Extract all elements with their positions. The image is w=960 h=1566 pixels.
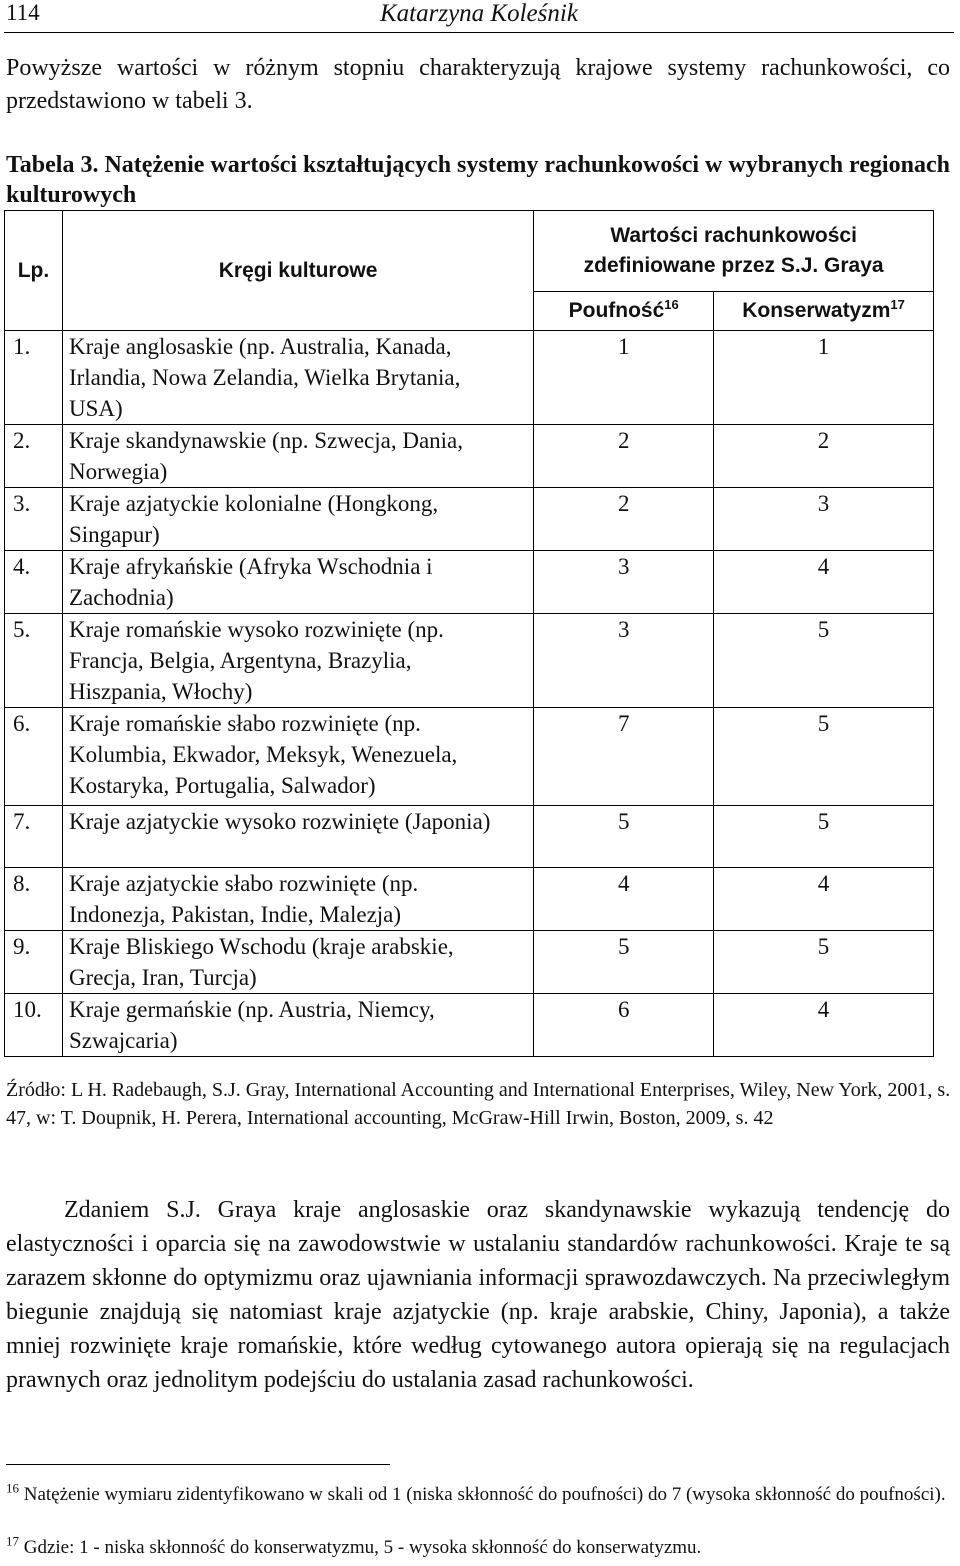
row-poufnosc-value: 2 xyxy=(534,425,714,488)
table-header-row xyxy=(5,211,934,292)
row-poufnosc-value: 4 xyxy=(534,868,714,931)
row-poufnosc-value: 2 xyxy=(534,488,714,551)
footnote-mark: 17 xyxy=(6,1533,19,1549)
row-culture-name: Kraje anglosaskie (np. Australia, Kanada, Irlandia, Nowa Zelandia, Wielka Brytania, USA) xyxy=(62,331,533,425)
row-culture-name: Kraje azjatyckie słabo rozwinięte (np. Indonezja, Pakistan, Indie, Malezja) xyxy=(62,868,533,931)
page-header xyxy=(0,0,960,36)
table-row xyxy=(5,868,934,931)
row-culture-name: Kraje romańskie słabo rozwinięte (np. Kolumbia, Ekwador, Meksyk, Wenezuela, Kostaryka, Portugalia, Salwador) xyxy=(62,708,533,806)
row-culture-name: Kraje romańskie wysoko rozwinięte (np. Francja, Belgia, Argentyna, Brazylia, Hiszpania, Włochy) xyxy=(62,614,533,708)
header-konserwatyzm: Konserwatyzm$^{17}$ xyxy=(714,292,934,331)
table-source: Źródło: L H. Radebaugh, S.J. Gray, International Accounting and International Enterprises, Wiley, New York, 2001, s. 47, w: T. Doupnik, H. Perera, International accounting, McGraw-Hill Irwin, Boston, 2009, s. 42 xyxy=(6,1079,951,1129)
running-head-author: Katarzyna Koleśnik xyxy=(380,0,578,27)
table-row xyxy=(5,931,934,994)
footnote-16 xyxy=(6,1481,950,1508)
row-poufnosc-value: 5 xyxy=(534,806,714,868)
culture-values-table xyxy=(4,210,934,1057)
row-poufnosc-value: 3 xyxy=(534,551,714,614)
footnote-17 xyxy=(6,1534,950,1561)
row-konserwatyzm-value: 5 xyxy=(714,806,934,868)
row-culture-name: Kraje azjatyckie kolonialne (Hongkong, Singapur) xyxy=(62,488,533,551)
row-konserwatyzm-value: 4 xyxy=(714,868,934,931)
row-number: 5. xyxy=(5,614,63,708)
row-number: 10. xyxy=(5,994,63,1057)
row-konserwatyzm-value: 5 xyxy=(714,708,934,806)
row-culture-name: Kraje afrykańskie (Afryka Wschodnia i Zachodnia) xyxy=(62,551,533,614)
body-paragraph: Zdaniem S.J. Graya kraje anglosaskie oraz skandynawskie wykazują tendencję do elastyczności i oparcia się na zawodowstwie w ustalaniu standardów rachunkowości. Kraje te są zarazem skłonne do optymizmu oraz ujawniania informacji sprawozdawczych. Na przeciwległym biegunie znajdują się natomiast kraje azjatyckie (np. kraje arabskie, Chiny, Japonia), a także mniej rozwinięte kraje romańskie, które według cytowanego autora opierają się na regulacjach prawnych oraz jednolitym podejściu do ustalania zasad rachunkowości. xyxy=(6,1197,950,1393)
header-rule xyxy=(4,32,954,33)
footnote-text: Natężenie wymiaru zidentyfikowano w skali od 1 (niska skłonność do poufności) do 7 (wysoka skłonność do poufności). xyxy=(23,1484,946,1505)
header-lp: Lp. xyxy=(5,211,63,331)
footnote-ref-16: 16 xyxy=(664,297,679,312)
row-konserwatyzm-value: 4 xyxy=(714,551,934,614)
footnote-text: Gdzie: 1 - niska skłonność do konserwatyzmu, 5 - wysoka skłonność do konserwatyzmu. xyxy=(23,1537,702,1558)
row-poufnosc-value: 3 xyxy=(534,614,714,708)
table-row xyxy=(5,551,934,614)
table-row xyxy=(5,331,934,425)
header-poufnosc: Poufność$^{16}$ xyxy=(534,292,714,331)
row-poufnosc-value: 1 xyxy=(534,331,714,425)
row-number: 6. xyxy=(5,708,63,806)
row-konserwatyzm-value: 2 xyxy=(714,425,934,488)
footnote-ref-17: 17 xyxy=(890,297,905,312)
row-culture-name: Kraje azjatyckie wysoko rozwinięte (Japonia) xyxy=(62,806,533,868)
row-number: 8. xyxy=(5,868,63,931)
header-kregi: Kręgi kulturowe xyxy=(62,211,533,331)
footnote-separator xyxy=(6,1464,390,1465)
row-konserwatyzm-value: 3 xyxy=(714,488,934,551)
row-poufnosc-value: 5 xyxy=(534,931,714,994)
table-row xyxy=(5,488,934,551)
row-konserwatyzm-value: 5 xyxy=(714,931,934,994)
row-poufnosc-value: 7 xyxy=(534,708,714,806)
row-number: 2. xyxy=(5,425,63,488)
row-culture-name: Kraje germańskie (np. Austria, Niemcy, Szwajcaria) xyxy=(62,994,533,1057)
row-number: 1. xyxy=(5,331,63,425)
row-number: 7. xyxy=(5,806,63,868)
row-culture-name: Kraje Bliskiego Wschodu (kraje arabskie, Grecja, Iran, Turcja) xyxy=(62,931,533,994)
header-values-group: Wartości rachunkowości zdefiniowane przez S.J. Graya xyxy=(534,211,934,292)
row-konserwatyzm-value: 4 xyxy=(714,994,934,1057)
row-culture-name: Kraje skandynawskie (np. Szwecja, Dania, Norwegia) xyxy=(62,425,533,488)
table-row xyxy=(5,708,934,806)
row-number: 9. xyxy=(5,931,63,994)
table-row xyxy=(5,994,934,1057)
table-row xyxy=(5,425,934,488)
footnote-mark: 16 xyxy=(6,1480,19,1496)
row-number: 3. xyxy=(5,488,63,551)
table-caption: Tabela 3. Natężenie wartości kształtujących systemy rachunkowości w wybranych regionach kulturowych xyxy=(6,152,950,208)
table-row xyxy=(5,806,934,868)
row-konserwatyzm-value: 5 xyxy=(714,614,934,708)
intro-paragraph: Powyższe wartości w różnym stopniu charakteryzują krajowe systemy rachunkowości, co przedstawiono w tabeli 3. xyxy=(6,55,950,114)
row-konserwatyzm-value: 1 xyxy=(714,331,934,425)
page-number: 114 xyxy=(6,0,40,25)
row-poufnosc-value: 6 xyxy=(534,994,714,1057)
table-row xyxy=(5,614,934,708)
row-number: 4. xyxy=(5,551,63,614)
